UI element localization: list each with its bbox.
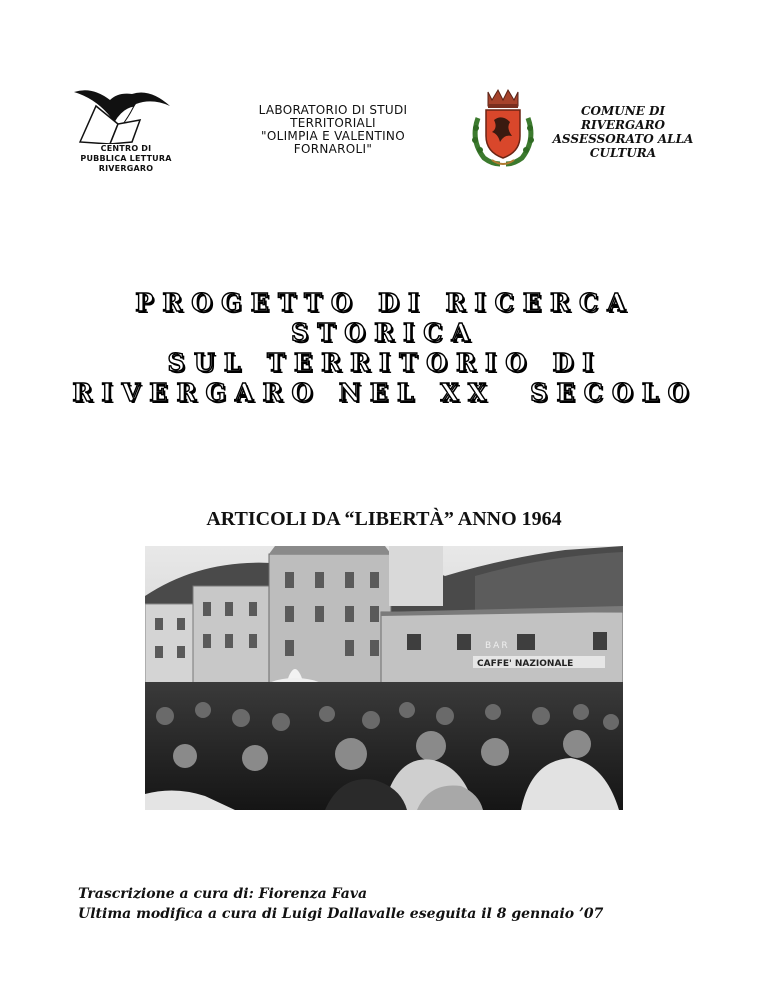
laboratory-line-4: FORNAROLI" (293, 142, 373, 156)
library-logo-line-3: RIVERGARO (98, 164, 154, 173)
laboratory-name (238, 104, 428, 156)
title-line-2: STORICA (291, 318, 479, 347)
title-line-4: RIVERGARO NEL XX SECOLO (72, 378, 698, 407)
rivergaro-coat-of-arms-icon (466, 88, 540, 170)
credits (78, 884, 698, 924)
title-line-1: PROGETTO DI RICERCA (135, 288, 635, 317)
library-logo (70, 84, 182, 180)
library-logo-line-2: PUBBLICA LETTURA (80, 154, 172, 163)
project-title (60, 288, 710, 408)
library-logo-line-1: CENTRO DI (100, 144, 152, 153)
municipality-line-4: CULTURA (589, 146, 657, 160)
seagull-book-icon (70, 84, 182, 144)
title-line-3: SUL TERRITORIO DI (167, 348, 603, 377)
subtitle: ARTICOLI DA “LIBERTÀ” ANNO 1964 (206, 508, 562, 530)
cafe-sign: CAFFE' NAZIONALE (477, 659, 574, 669)
municipality-block (552, 104, 694, 160)
laboratory-line-1: LABORATORIO DI STUDI (258, 103, 408, 117)
transcription-credit: Trascrizione a cura di: Fiorenza Fava (78, 886, 368, 902)
municipality-line-1: COMUNE DI (580, 104, 666, 118)
municipality-line-3: ASSESSORATO ALLA (552, 132, 694, 146)
bar-sign: BAR (485, 641, 510, 651)
laboratory-line-3: "OLIMPIA E VALENTINO (261, 129, 405, 143)
historic-procession-photo (145, 546, 623, 810)
laboratory-line-2: TERRITORIALI (290, 116, 376, 130)
last-edit-credit: Ultima modifica a cura di Luigi Dallavalle eseguita il 8 gennaio ’07 (78, 906, 604, 922)
municipality-line-2: RIVERGARO (581, 118, 665, 132)
